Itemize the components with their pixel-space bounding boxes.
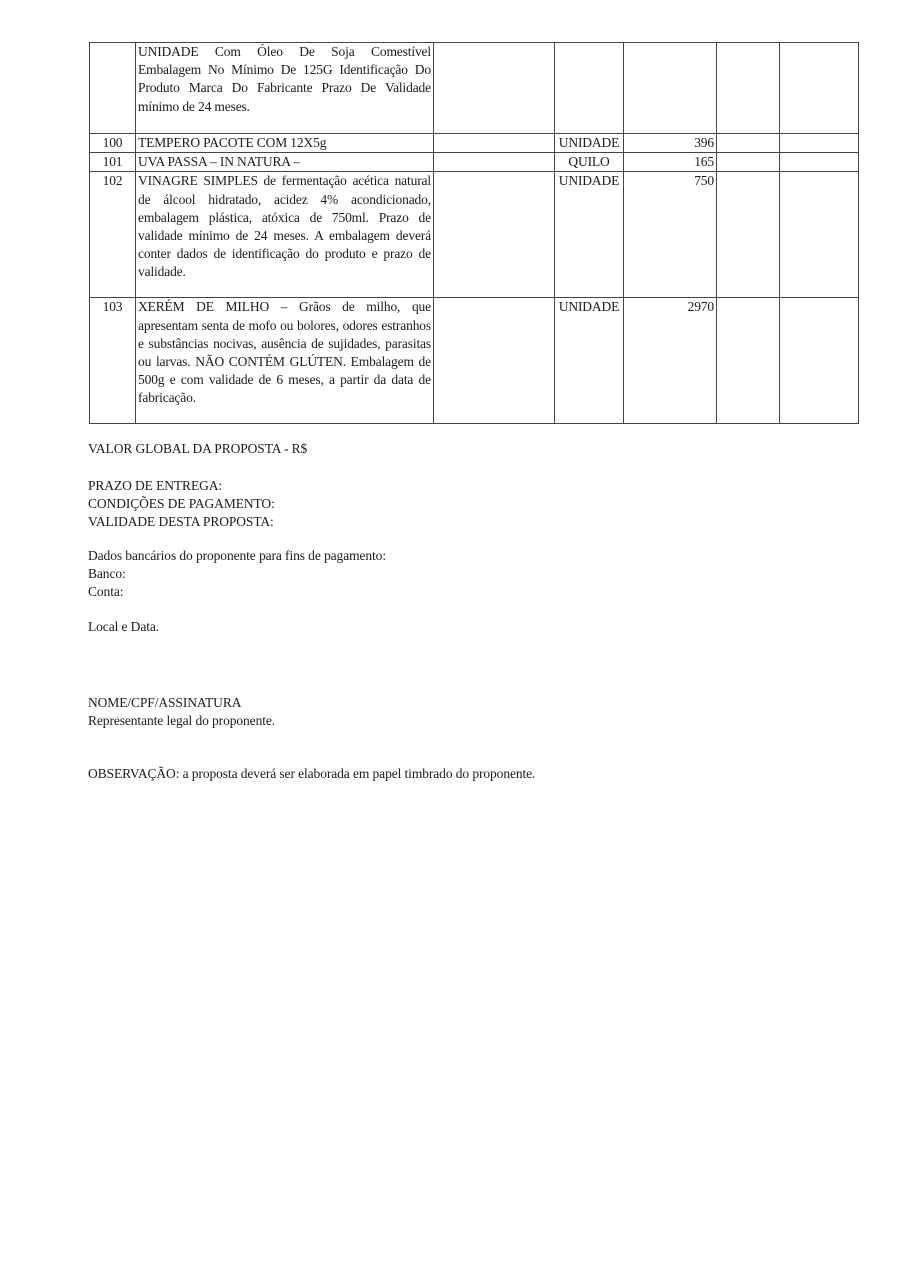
table-cell: 2970 [624, 298, 717, 424]
table-row [90, 172, 859, 298]
table-cell: UVA PASSA – IN NATURA – [136, 153, 434, 172]
table-cell: VINAGRE SIMPLES de fermentação acética natural de álcool hidratado, acidez 4% acondicionado, embalagem plástica, atóxica de 750ml. Prazo de validade mínimo de 24 meses. A embalagem deverá conter dados de identificação do produto e prazo de validade. [136, 172, 434, 298]
table-cell [555, 43, 624, 134]
table-row [90, 298, 859, 424]
table-cell: 165 [624, 153, 717, 172]
table-cell [717, 134, 780, 153]
table-row [90, 134, 859, 153]
table-cell [780, 172, 859, 298]
items-table-body [90, 43, 859, 424]
prazo-entrega-label: PRAZO DE ENTREGA: [88, 478, 223, 493]
table-cell [434, 172, 555, 298]
table-cell [624, 43, 717, 134]
table-cell: 396 [624, 134, 717, 153]
validade-proposta-label: VALIDADE DESTA PROPOSTA: [88, 514, 274, 529]
table-cell: 750 [624, 172, 717, 298]
table-cell: UNIDADE [555, 298, 624, 424]
banco-label: Banco: [88, 566, 126, 581]
table-cell [434, 43, 555, 134]
table-cell [780, 153, 859, 172]
nome-cpf-assinatura-label: NOME/CPF/ASSINATURA [88, 695, 242, 710]
table-cell [717, 153, 780, 172]
table-cell: 100 [90, 134, 136, 153]
table-cell: UNIDADE [555, 134, 624, 153]
table-cell: 102 [90, 172, 136, 298]
local-data-label: Local e Data. [88, 619, 160, 634]
table-cell [780, 134, 859, 153]
table-row [90, 43, 859, 134]
condicoes-pagamento-label: CONDIÇÕES DE PAGAMENTO: [88, 496, 275, 511]
table-cell: TEMPERO PACOTE COM 12X5g [136, 134, 434, 153]
table-cell [434, 298, 555, 424]
table-cell: QUILO [555, 153, 624, 172]
representante-label: Representante legal do proponente. [88, 713, 276, 728]
table-cell [90, 43, 136, 134]
table-cell: 101 [90, 153, 136, 172]
conta-label: Conta: [88, 584, 124, 599]
table-cell: UNIDADE [555, 172, 624, 298]
items-table [89, 42, 859, 424]
observacao-label: OBSERVAÇÃO: a proposta deverá ser elaborada em papel timbrado do proponente. [88, 766, 536, 781]
table-cell: 103 [90, 298, 136, 424]
table-row [90, 153, 859, 172]
table-cell [434, 153, 555, 172]
table-cell [717, 172, 780, 298]
table-cell [434, 134, 555, 153]
dados-bancarios-label: Dados bancários do proponente para fins de pagamento: [88, 548, 386, 563]
table-cell [717, 43, 780, 134]
table-cell [717, 298, 780, 424]
table-cell: UNIDADE Com Óleo De Soja Comestível Embalagem No Mínimo De 125G Identificação Do Produto Marca Do Fabricante Prazo De Validade mínimo de 24 meses. [136, 43, 434, 134]
table-cell [780, 43, 859, 134]
table-cell [780, 298, 859, 424]
table-cell: XERÉM DE MILHO – Grãos de milho, que apresentam senta de mofo ou bolores, odores estranhos e substâncias nocivas, ausência de sujidades, parasitas ou larvas. NÃO CONTÉM GLÚTEN. Embalagem de 500g e com validade de 6 meses, a partir da data de fabricação. [136, 298, 434, 424]
valor-global-label: VALOR GLOBAL DA PROPOSTA - R$ [88, 441, 308, 456]
